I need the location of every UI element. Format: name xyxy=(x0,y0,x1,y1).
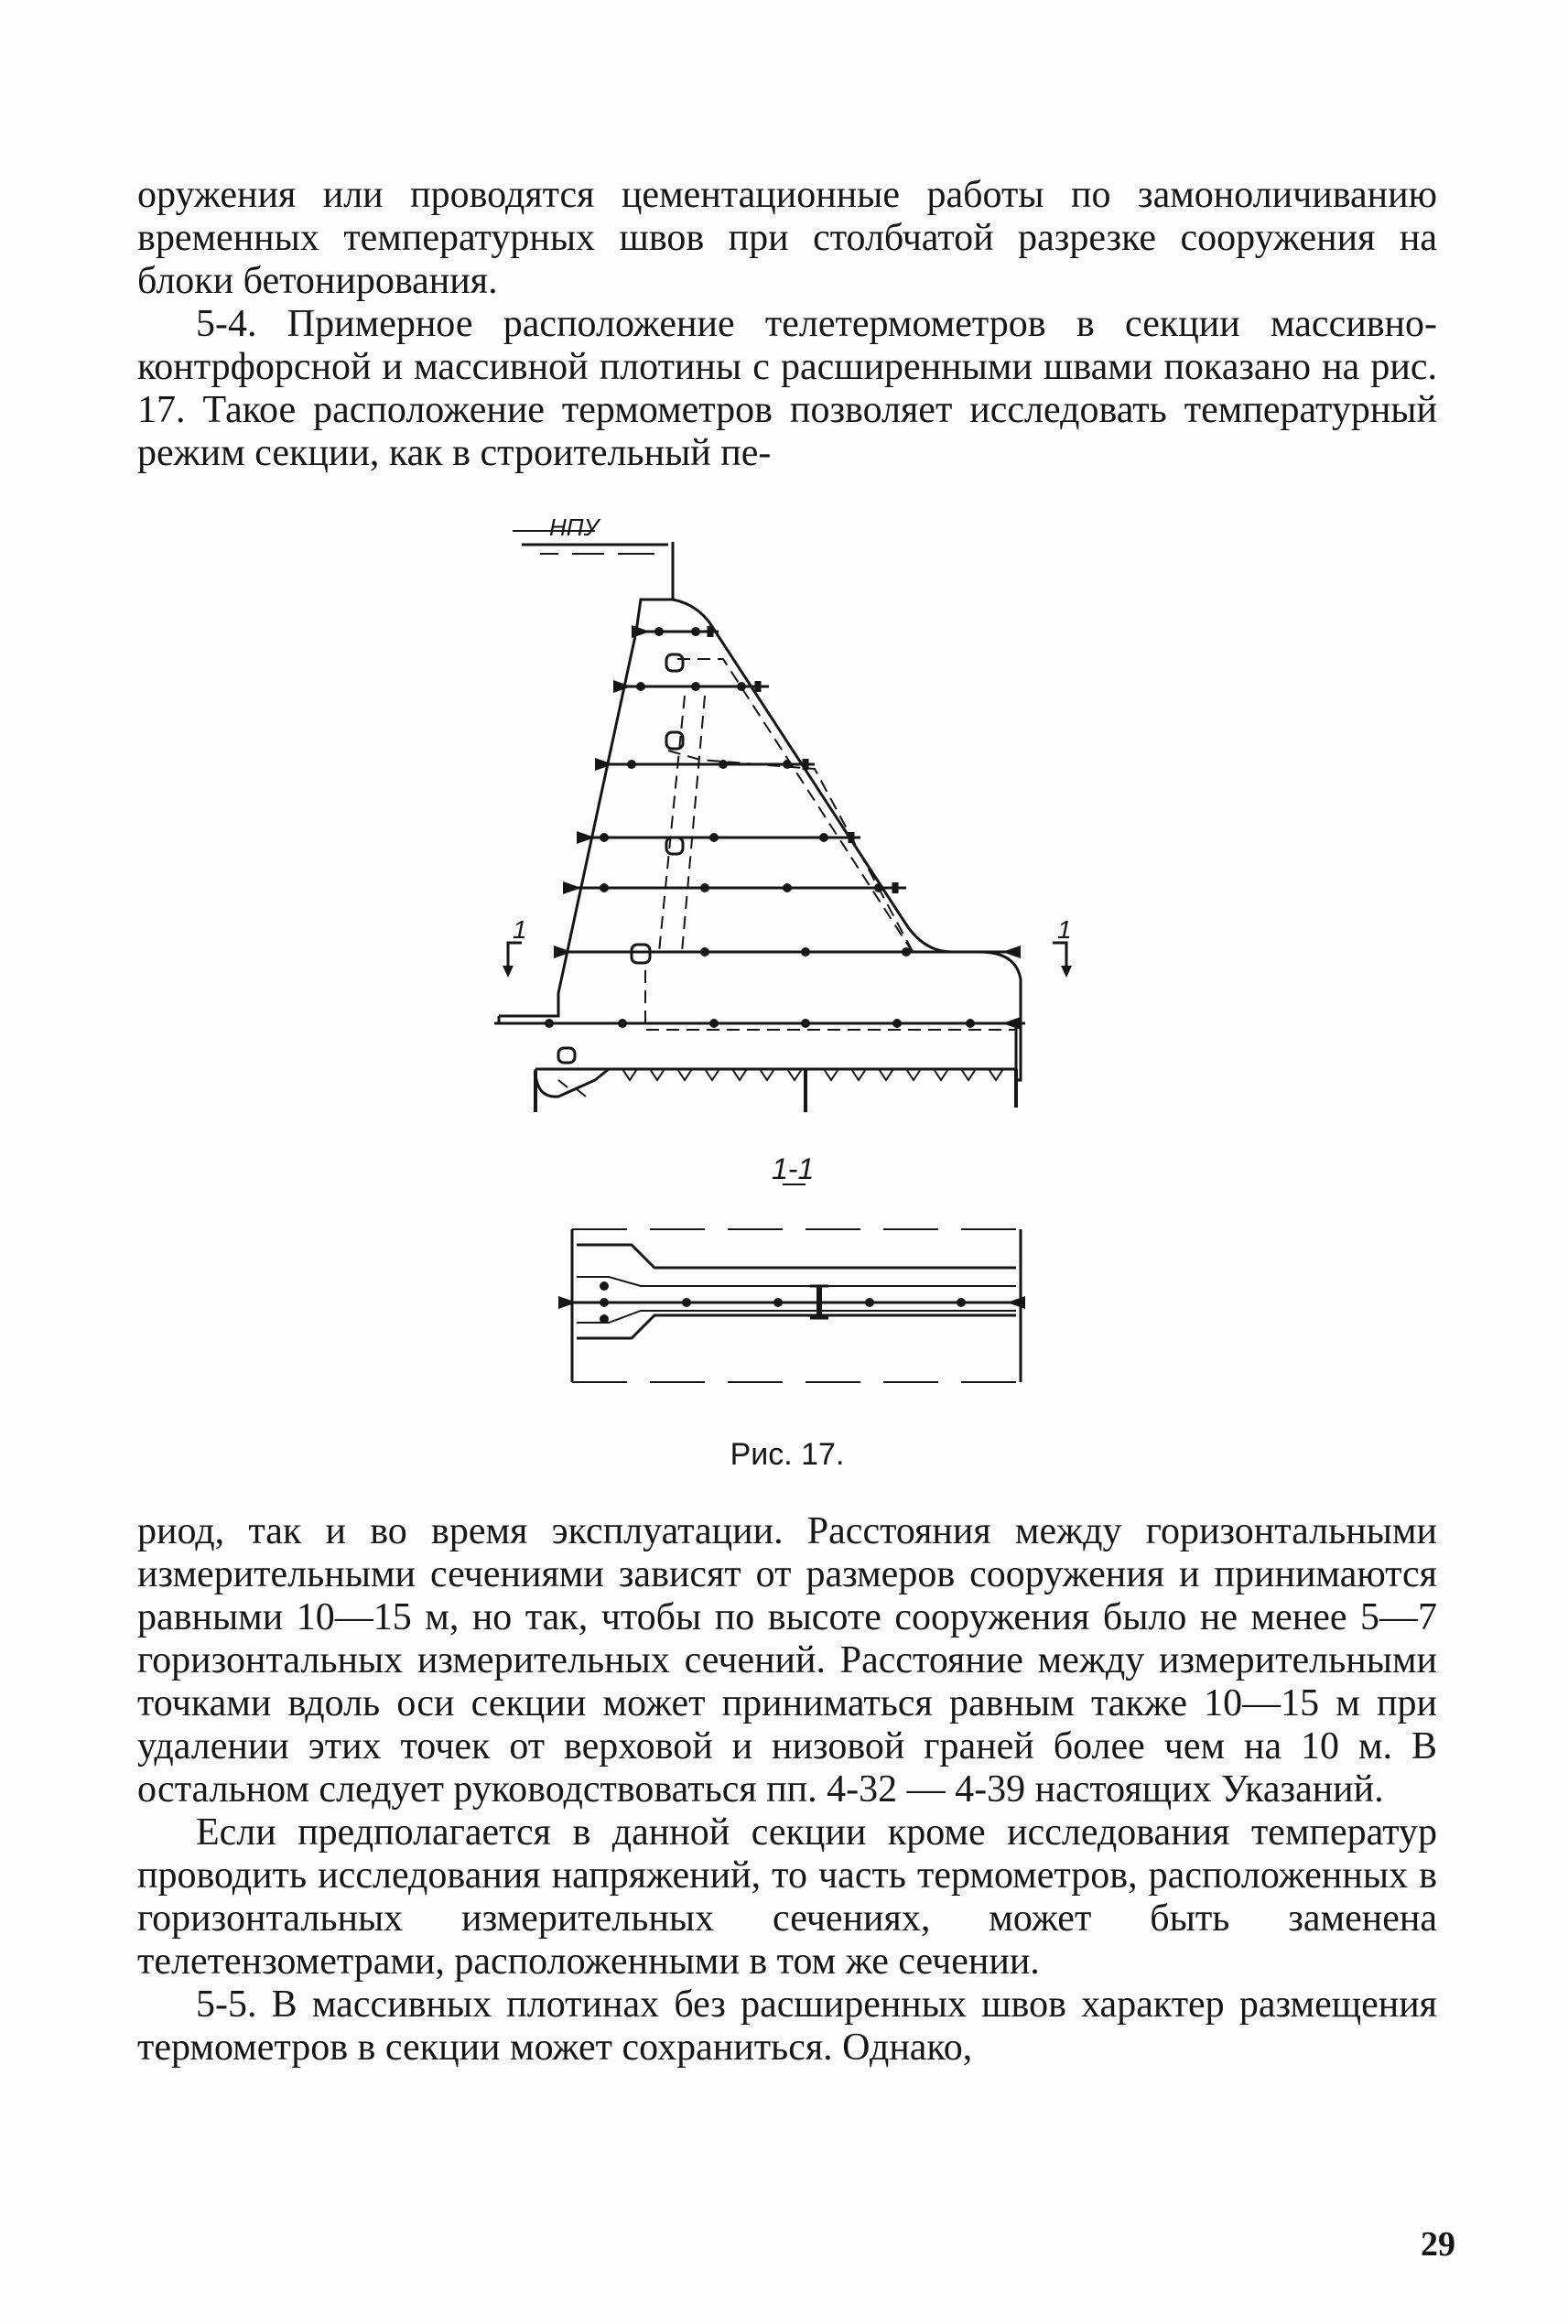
paragraph-stresses: Если предполагается в данной секции кроме исследования температур проводить исследования напряжений, то часть термометров, расположенных в горизонтальных измерительных сечениях, может быть заменена телетензометрами, расположенными в том же сечении. xyxy=(137,1811,1437,1983)
section-1-1-plan xyxy=(558,1184,1025,1382)
figure-caption: Рис. 17. xyxy=(730,1437,845,1472)
section-mark-left: 1 xyxy=(513,915,527,944)
paragraph-continuation-2: риод, так и во время эксплуатации. Расстояния между горизонтальными измерительными сечениями зависят от размеров сооружения и принимаются равными 10—15 м, но так, чтобы по высоте сооружения было не менее 5—7 горизонтальных измерительных сечений. Расстояние между измерительными точками вдоль оси секции может приниматься равным также 10—15 м при удалении этих точек от верховой и низовой граней более чем на 10 м. В остальном следует руководствоваться пп. 4-32 — 4-39 настоящих Указаний. xyxy=(137,1510,1437,1811)
paragraph-5-5: 5-5. В массивных плотинах без расширенных швов характер размещения термометров в секции может сохраниться. Однако, xyxy=(137,1984,1437,2069)
page-number: 29 xyxy=(1421,2225,1455,2264)
paragraph-continuation: оружения или проводятся цементационные работы по замоноличиванию временных температурных швов при столбчатой разрезке сооружения на блоки бетонирования. xyxy=(137,174,1437,302)
expansion-joint-lines xyxy=(645,659,1016,1030)
foundation-hatching xyxy=(558,1069,1003,1097)
section-mark-right: 1 xyxy=(1057,915,1072,944)
paragraph-5-4: 5-4. Примерное расположение телетермометров в секции массивно-контрфорсной и массивной плотины с расширенными швами показано на рис. 17. Такое расположение термометров позволяет исследовать температурный режим секции, как в строительный пе- xyxy=(137,303,1437,474)
text-block-bottom xyxy=(137,1510,1437,2070)
section-title: 1-1 xyxy=(772,1152,815,1185)
npu-label: НПУ xyxy=(549,513,600,541)
